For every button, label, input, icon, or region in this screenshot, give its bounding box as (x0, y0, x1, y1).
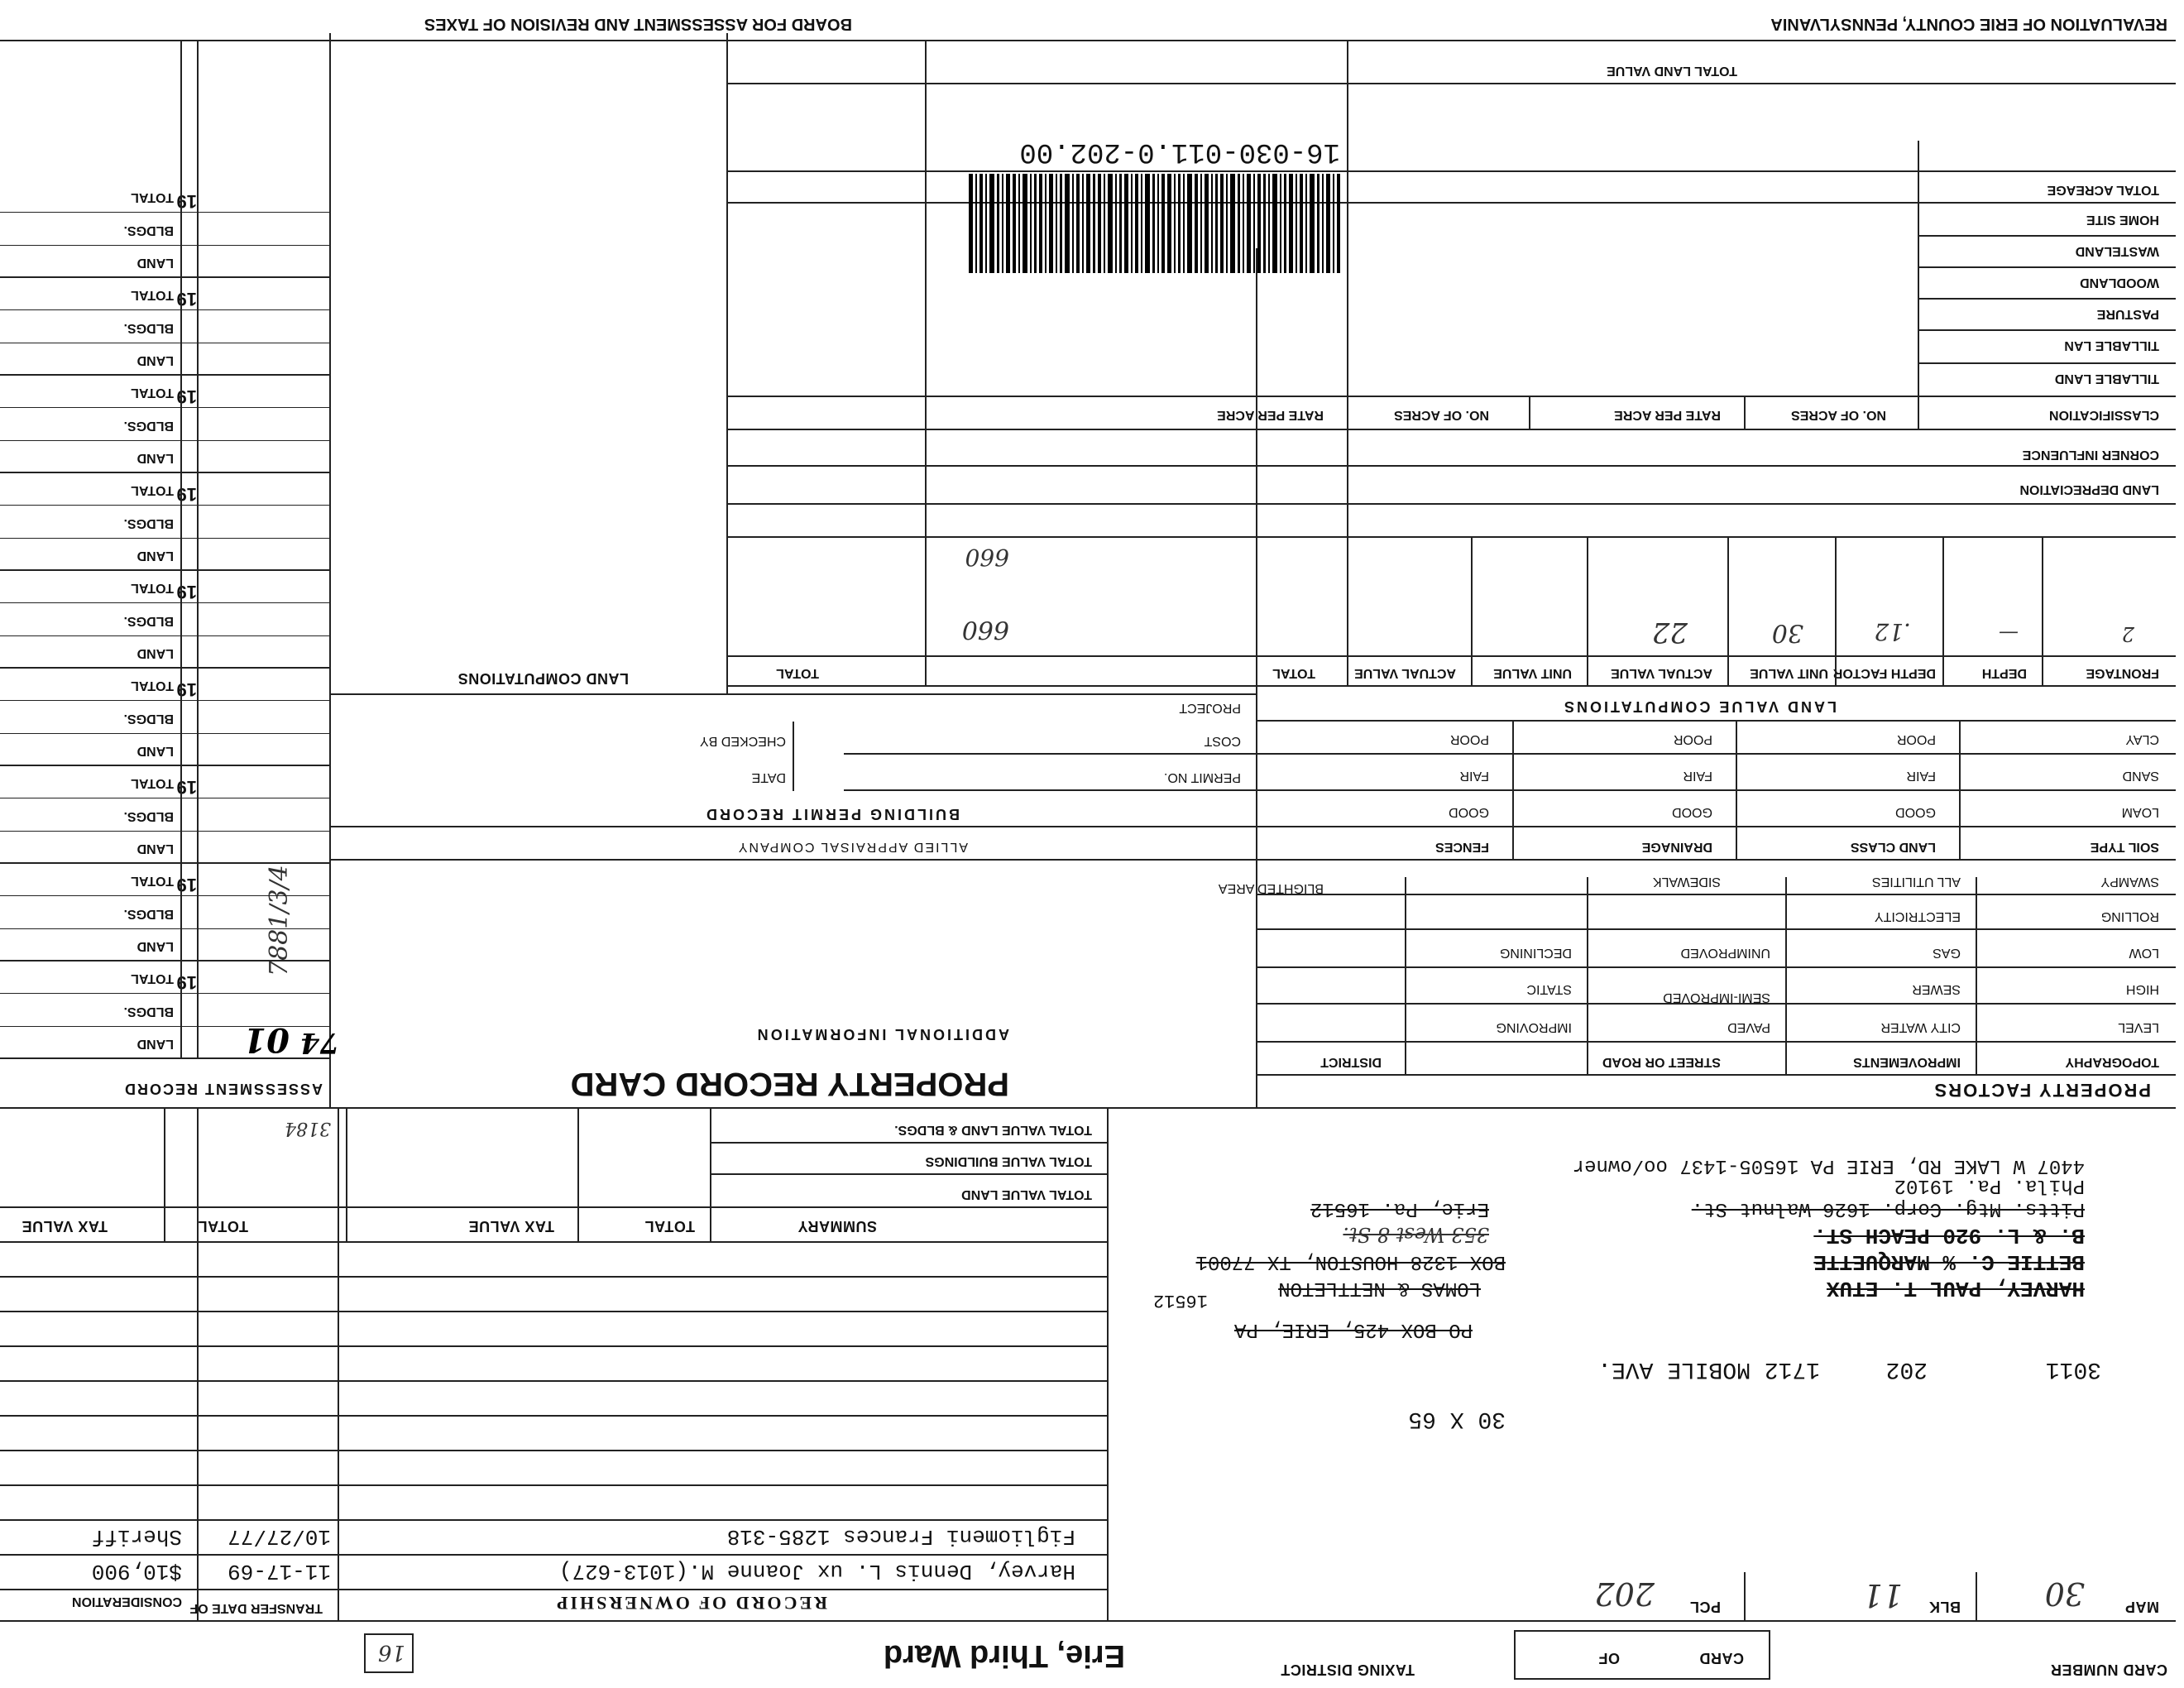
summary-handwritten-total: 3184 (285, 1118, 331, 1139)
street-address: 1712 MOBILE AVE. (1597, 1356, 1820, 1382)
owner-row-2-date: 10/27/77 (228, 1524, 331, 1549)
assessment-row-divider (0, 928, 331, 929)
topo-level: LEVEL (2118, 1020, 2159, 1034)
row-home-site: HOME SITE (2086, 213, 2159, 227)
owner-erie: Erie, Pa. 16512 (1310, 1197, 1489, 1220)
owner-row-2-amount: Sheriff (91, 1524, 182, 1549)
summary-heading: SUMMARY (797, 1218, 877, 1235)
assessment-year-prefix: 19 (176, 972, 197, 993)
soil-clay: CLAY (2125, 732, 2159, 746)
assessment-row-bldgs: BLDGS. (123, 516, 174, 530)
assessment-row-divider (0, 700, 331, 701)
road-paved: PAVED (1727, 1020, 1770, 1034)
fences-poor: POOR (1449, 732, 1489, 746)
assessment-year-prefix: 19 (176, 484, 197, 505)
col-actual-value-2: ACTUAL VALUE (1354, 666, 1456, 680)
col-depth: DEPTH (1981, 666, 2027, 680)
assessment-row-total: TOTAL (131, 874, 174, 889)
soil-header-land-class: LAND CLASS (1850, 840, 1936, 854)
impr-city-water: CITY WATER (1880, 1020, 1961, 1034)
corner-influence-label: CORNER INFLUENCE (2022, 448, 2159, 462)
assessment-block-divider (0, 374, 331, 376)
owner-philly: Phila. Pa. 19102 (1894, 1174, 2085, 1196)
row-tillable-lan: TILLABLE LAN (2064, 338, 2159, 352)
permit-cost-label: COST (1204, 734, 1241, 748)
assessment-row-divider (0, 245, 331, 246)
no-acres-header-2: NO. OF ACRES (1394, 408, 1489, 422)
assessment-row-bldgs: BLDGS. (123, 320, 174, 335)
permit-checked-label: CHECKED BY (699, 734, 786, 748)
owner-line-5: BOX 1328 HOUSTON, TX 77001 (1195, 1250, 1506, 1273)
road-sidewalk: SIDEWALK (1652, 875, 1721, 889)
district-box-value: 16 (377, 1640, 405, 1665)
assessment-row-divider (0, 1026, 331, 1027)
assessment-row-divider (0, 895, 331, 896)
col-total-2: TOTAL (776, 666, 819, 680)
no-acres-header-1: NO. OF ACRES (1791, 408, 1886, 422)
barcode (827, 174, 1340, 273)
district-static: STATIC (1526, 982, 1572, 996)
assessment-row-land: LAND (136, 451, 174, 465)
assessment-year-prefix: 19 (176, 386, 197, 407)
owner-line-8: PO BOX 425, ERIE, PA (1233, 1318, 1473, 1340)
taxing-district-label: TAXING DISTRICT (1280, 1662, 1415, 1678)
lot-size: 30 X 65 (1408, 1406, 1506, 1431)
assessment-row-divider (0, 407, 331, 408)
topo-swampy: SWAMPY (2100, 875, 2159, 889)
district-improving: IMPROVING (1496, 1020, 1572, 1034)
assessment-row-land: LAND (136, 353, 174, 367)
assessment-year-divider (197, 41, 199, 1059)
topo-high: HIGH (2126, 982, 2159, 996)
summary-total-header-1: TOTAL (644, 1218, 695, 1235)
assessment-year-prefix: 19 (176, 191, 197, 212)
rate-acre-header-2: RATE PER ACRE (1217, 408, 1324, 422)
lot-code: 3011 (2045, 1356, 2101, 1382)
owner-row-1-amount: $10,900 (91, 1559, 182, 1584)
assessment-row-total: TOTAL (131, 971, 174, 986)
district-box (364, 1633, 414, 1673)
col-depth-factor: DEPTH FACTOR (1832, 666, 1936, 680)
owner-current-address: 4407 W LAKE RD, ERIE PA 16505-1437 oo/owner (1572, 1154, 2085, 1177)
building-permit-heading: BUILDING PERMIT RECORD (704, 806, 960, 822)
soil-loam: LOAM (2121, 805, 2159, 819)
owner-zip: 16512 (1152, 1290, 1208, 1311)
assessment-row-divider (0, 635, 331, 636)
permit-date-label: DATE (751, 770, 786, 784)
factor-header-topography: TOPOGRAPHY (2065, 1055, 2159, 1069)
hw-depth-factor: .12 (1874, 618, 1911, 645)
fences-good: GOOD (1449, 805, 1489, 819)
col-total-1: TOTAL (1272, 666, 1315, 680)
assessment-block-divider (0, 1057, 331, 1059)
topo-low: LOW (2129, 946, 2159, 960)
land-class-poor: POOR (1896, 732, 1936, 746)
board-title: BOARD FOR ASSESSMENT AND REVISION OF TAXES (424, 15, 852, 33)
permit-no-label: PERMIT NO. (1163, 770, 1241, 784)
owner-row-1-date: 11-17-69 (228, 1559, 331, 1584)
assessment-row-land: LAND (136, 939, 174, 953)
assessment-row-divider (0, 538, 331, 539)
card-title: PROPERTY RECORD CARD (570, 1066, 1009, 1102)
assessment-year-prefix: 19 (176, 582, 197, 602)
impr-sewer: SEWER (1912, 982, 1961, 996)
assessment-row-divider (0, 309, 331, 310)
assessment-row-bldgs: BLDGS. (123, 223, 174, 237)
land-value-computations-heading: LAND VALUE COMPUTATIONS (1562, 698, 1837, 715)
summary-total-header-2: TOTAL (198, 1218, 248, 1235)
summary-tax-header-1: TAX VALUE (468, 1218, 554, 1235)
of-label: OF (1598, 1650, 1620, 1666)
assessment-row-land: LAND (136, 842, 174, 856)
assessment-label-divider (180, 41, 182, 1059)
owner-row-1-name: Harvey, Dennis L. ux Joanne M.(1013-627) (558, 1559, 1075, 1584)
assessment-row-land: LAND (136, 1037, 174, 1051)
factor-header-improvements: IMPROVEMENTS (1853, 1055, 1961, 1069)
land-value-note: 660 (965, 544, 1009, 571)
assessment-row-total: TOTAL (131, 190, 174, 205)
assessment-year-prefix: 19 (176, 875, 197, 895)
summary-row-buildings: TOTAL VALUE BUILDINGS (925, 1154, 1092, 1168)
drainage-poor: POOR (1673, 732, 1712, 746)
assessment-row-bldgs: BLDGS. (123, 613, 174, 628)
assessment-row-land: LAND (136, 646, 174, 660)
consideration-label: CONSIDERATION (71, 1594, 182, 1609)
assessment-row-divider (0, 831, 331, 832)
land-depreciation-label: LAND DEPRECIATION (2019, 482, 2159, 496)
land-class-good: GOOD (1895, 805, 1936, 819)
owner-row-2-name: Figliomeni Frances 1285-318 (726, 1524, 1075, 1549)
pcl-label: PCL (1689, 1599, 1721, 1615)
col-actual-value-1: ACTUAL VALUE (1611, 666, 1712, 680)
additional-information-label: ADDITIONAL INFORMATION (754, 1026, 1009, 1043)
impr-all-utilities: ALL UTILITIES (1872, 875, 1961, 889)
drainage-fair: FAIR (1683, 769, 1712, 783)
ward-number: 202 (1885, 1356, 1928, 1382)
owner-line-7: Pitts. Mtg. Corp. 1626 Walnut St. (1691, 1197, 2085, 1220)
assessment-block-divider (0, 472, 331, 473)
permit-project-label: PROJECT (1179, 701, 1241, 715)
col-unit-value-1: UNIT VALUE (1750, 666, 1828, 680)
assessment-block-divider (0, 276, 331, 278)
blk-value: 11 (1862, 1577, 1903, 1614)
assessment-row-divider (0, 602, 331, 603)
assessment-year-prefix: 19 (176, 777, 197, 798)
assessment-row-land: LAND (136, 744, 174, 758)
owner-line-6: 353 West 8 St. (1343, 1223, 1489, 1246)
assessment-stamp-74: 74 (299, 1026, 339, 1059)
assessment-row-total: TOTAL (131, 581, 174, 596)
appraisal-company: ALLIED APPRAISAL COMPANY (736, 840, 968, 854)
hw-unit-value: 30 (1771, 618, 1803, 647)
total-acreage-label: TOTAL ACREAGE (2047, 183, 2159, 197)
district-declining: DECLINING (1499, 946, 1572, 960)
assessment-stamp-number: 7881/3/4 (265, 865, 294, 976)
soil-header-type: SOIL TYPE (2090, 840, 2159, 854)
assessment-row-land: LAND (136, 549, 174, 563)
drainage-good: GOOD (1672, 805, 1712, 819)
card-number-label: CARD NUMBER (2050, 1662, 2167, 1678)
owner-line-3: B. & L. 920 PEACH ST. (1813, 1223, 2085, 1248)
row-pasture: PASTURE (2096, 307, 2159, 321)
row-woodland: WOODLAND (2080, 276, 2159, 290)
soil-header-fences: FENCES (1435, 840, 1489, 854)
assessment-row-total: TOTAL (131, 483, 174, 498)
soil-header-drainage: DRAINAGE (1641, 840, 1712, 854)
assessment-row-divider (0, 505, 331, 506)
assessment-block-divider (0, 569, 331, 571)
transfer-date-label: TRANSFER DATE OF (189, 1601, 323, 1615)
assessment-row-divider (0, 440, 331, 441)
county-title: REVALUATION OF ERIE COUNTY, PENNSYLVANIA (1770, 15, 2167, 33)
blk-label: BLK (1928, 1599, 1961, 1615)
assessment-row-total: TOTAL (131, 386, 174, 400)
assessment-record-heading: ASSESSMENT RECORD (122, 1081, 323, 1097)
summary-tax-header-2: TAX VALUE (22, 1218, 108, 1235)
topo-rolling: ROLLING (2100, 909, 2159, 923)
assessment-year-prefix: 19 (176, 679, 197, 700)
assessment-row-total: TOTAL (131, 288, 174, 303)
road-semi-improved: SEMI-IMPROVED (1663, 990, 1770, 1005)
land-computations-label: LAND COMPUTATIONS (457, 670, 629, 687)
assessment-row-divider (0, 993, 331, 994)
land-class-fair: FAIR (1906, 769, 1936, 783)
property-factors-heading: PROPERTY FACTORS (1933, 1080, 2151, 1101)
assessment-row-bldgs: BLDGS. (123, 1004, 174, 1019)
row-wasteland: WASTELAND (2075, 244, 2159, 258)
summary-row-land: TOTAL VALUE LAND (961, 1187, 1092, 1201)
owner-line-2: BETTIE C. % MARQUETTE (1813, 1249, 2085, 1274)
assessment-block-divider (0, 960, 331, 961)
ownership-heading: RECORD OF OWNERSHIP (554, 1593, 827, 1614)
hw-depth: — (1999, 622, 2019, 645)
district-name: Erie, Third Ward (883, 1638, 1125, 1673)
pcl-value: 202 (1594, 1575, 1655, 1612)
assessment-row-land: LAND (136, 256, 174, 270)
card-of-box (1514, 1630, 1770, 1680)
rate-acre-header-1: RATE PER ACRE (1614, 408, 1721, 422)
col-unit-value-2: UNIT VALUE (1493, 666, 1572, 680)
owner-line-4: LOMAS & NETTLETON (1278, 1277, 1481, 1299)
soil-sand: SAND (2122, 769, 2159, 783)
classification-header: CLASSIFICATION (2048, 408, 2159, 422)
assessment-row-bldgs: BLDGS. (123, 418, 174, 433)
assessment-row-divider (0, 212, 331, 213)
fences-fair: FAIR (1459, 769, 1489, 783)
district-blighted-area: BLIGHTED AREA (1218, 881, 1324, 895)
assessment-block-divider (0, 862, 331, 864)
total-land-value-label: TOTAL LAND VALUE (1607, 64, 1737, 78)
assessment-row-total: TOTAL (131, 776, 174, 791)
assessment-block-divider (0, 765, 331, 766)
hw-total: 660 (961, 615, 1009, 644)
col-frontage: FRONTAGE (2086, 666, 2159, 680)
assessment-row-bldgs: BLDGS. (123, 906, 174, 921)
assessment-row-divider (0, 733, 331, 734)
hw-actual-value: 22 (1651, 616, 1688, 649)
impr-gas: GAS (1933, 946, 1961, 960)
factor-header-district: DISTRICT (1320, 1055, 1382, 1069)
assessment-stamp-01: 01 (243, 1020, 290, 1059)
summary-row-land-bldgs: TOTAL VALUE LAND & BLDGS. (894, 1123, 1092, 1137)
row-tillable-land: TILLABLE LAND (2054, 372, 2159, 386)
map-value: 30 (2044, 1575, 2085, 1612)
assessment-block-divider (0, 667, 331, 669)
factor-header-street: STREET OR ROAD (1602, 1055, 1721, 1069)
barcode-number: 16-030-011.0-202.00 (1019, 136, 1340, 167)
map-label: MAP (2124, 1599, 2159, 1615)
assessment-row-total: TOTAL (131, 679, 174, 693)
hw-frontage: 2 (2121, 622, 2134, 645)
owner-line-1: HARVEY, PAUL T. ETUX (1826, 1276, 2085, 1301)
card-label: CARD (1699, 1650, 1744, 1666)
assessment-row-bldgs: BLDGS. (123, 808, 174, 823)
impr-electricity: ELECTRICITY (1874, 909, 1961, 923)
assessment-year-prefix: 19 (176, 289, 197, 309)
assessment-row-bldgs: BLDGS. (123, 711, 174, 726)
road-unimproved: UNIMPROVED (1680, 946, 1770, 960)
